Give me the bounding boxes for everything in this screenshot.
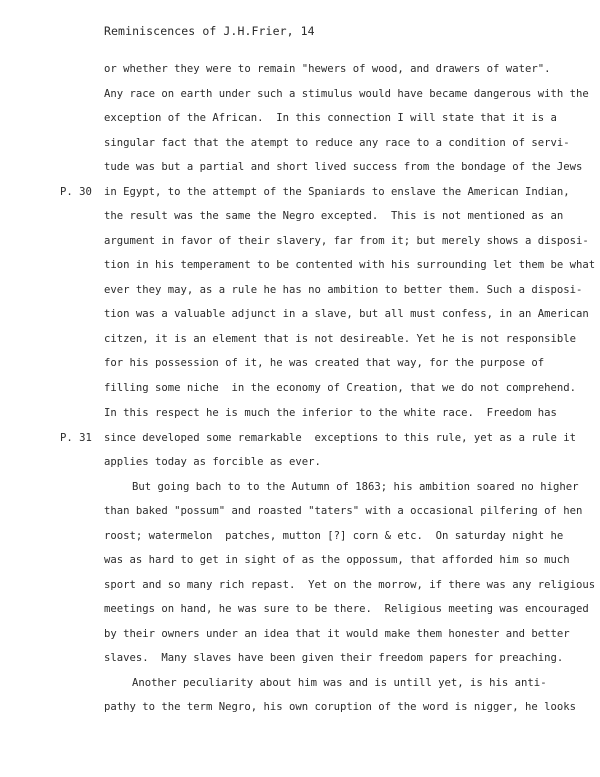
text-line: roost; watermelon patches, mutton [?] corn & etc. On saturday night he [104,530,564,542]
text-line: ever they may, as a rule he has no ambition to better them. Such a disposi- [104,284,583,296]
text-line: the result was the same the Negro excepted. This is not mentioned as an [104,210,564,222]
text-line: for his possession of it, he was created that way, for the purpose of [104,357,545,369]
margin-note-p31: P. 31 [60,432,92,444]
text-line: argument in favor of their slavery, far from it; but merely shows a disposi- [104,235,589,247]
text-line: exception of the African. In this connection I will state that it is a [104,112,557,124]
text-line: tion in his temperament to be contented with his surrounding let them be what [104,259,596,271]
text-line: singular fact that the atempt to reduce any race to a condition of servi- [104,137,570,149]
text-line: filling some niche in the economy of Creation, that we do not comprehend. [104,382,576,394]
text-line: tude was but a partial and short lived success from the bondage of the Jews [104,161,583,173]
text-line: since developed some remarkable exceptions to this rule, yet as a rule it [104,432,576,444]
text-line: citzen, it is an element that is not desireable. Yet he is not responsible [104,333,576,345]
text-line: than baked "possum" and roasted "taters" with a occasional pilfering of hen [104,505,583,517]
text-line: sport and so many rich repast. Yet on the morrow, if there was any religious [104,579,596,591]
margin-note-p30: P. 30 [60,186,92,198]
text-line: tion was a valuable adjunct in a slave, but all must confess, in an American [104,308,589,320]
text-line: by their owners under an idea that it would make them honester and better [104,628,570,640]
text-line: But going bach to to the Autumn of 1863; his ambition soared no higher [132,481,579,493]
text-line: Any race on earth under such a stimulus would have became dangerous with the [104,88,589,100]
text-line: pathy to the term Negro, his own coruption of the word is nigger, he looks [104,701,576,713]
text-line: slaves. Many slaves have been given their freedom papers for preaching. [104,652,564,664]
text-line: or whether they were to remain "hewers of wood, and drawers of water". [104,63,551,75]
text-line: was as hard to get in sight of as the oppossum, that afforded him so much [104,554,570,566]
text-line: in Egypt, to the attempt of the Spaniards to enslave the American Indian, [104,186,570,198]
text-line: Another peculiarity about him was and is untill yet, is his anti- [132,677,547,689]
page-header: Reminiscences of J.H.Frier, 14 [104,24,315,38]
text-line: meetings on hand, he was sure to be there. Religious meeting was encouraged [104,603,589,615]
text-line: applies today as forcible as ever. [104,456,321,468]
text-line: In this respect he is much the inferior to the white race. Freedom has [104,407,557,419]
